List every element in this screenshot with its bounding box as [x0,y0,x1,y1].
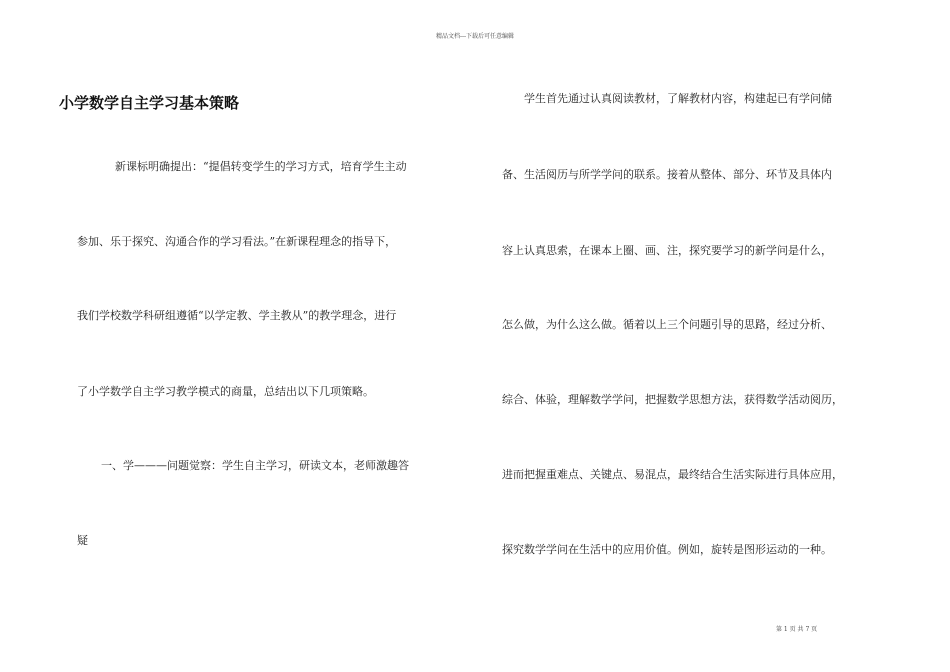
paragraph-line: 进而把握重难点、关键点、易混点，最终结合生活实际进行具体应用， [502,468,843,481]
document-title: 小学数学自主学习基本策略 [59,94,240,112]
paragraph-line: 新课标明确提出：“提倡转变学生的学习方式，培育学生主动 [115,160,407,173]
paragraph-line: 综合、体验，理解数学学问，把握数学思想方法，获得数学活动阅历， [502,393,843,406]
paragraph-line: 我们学校数学科研组遵循“以学定教、学主教从”的教学理念，进行 [77,309,397,322]
paragraph-line: 探究数学学问在生活中的应用价值。例如，旋转是图形运动的一种。 [502,543,832,556]
section-heading-line: 一、学———问题觉察：学生自主学习，研读文本，老师激趣答 [101,459,409,472]
header-note: 精品文档---下载后可任意编辑 [435,33,515,40]
page-indicator: 第 1 页 共 7 页 [776,626,818,633]
paragraph-line: 怎么做，为什么这么做。循着以上三个问题引导的思路，经过分析、 [502,318,832,331]
paragraph-line: 学生首先通过认真阅读教材，了解教材内容，构建起已有学问储 [524,92,832,105]
paragraph-line: 参加、乐于探究、沟通合作的学习看法。”在新课程理念的指导下， [77,235,397,248]
paragraph-line: 备、生活阅历与所学学问的联系。接着从整体、部分、环节及具体内 [502,168,832,181]
paragraph-line: 疑 [77,534,88,547]
paragraph-line: 容上认真思索，在课本上圈、画、注，探究要学习的新学问是什么， [502,244,832,257]
paragraph-line: 了小学数学自主学习教学模式的商量，总结出以下几项策略。 [77,385,374,398]
